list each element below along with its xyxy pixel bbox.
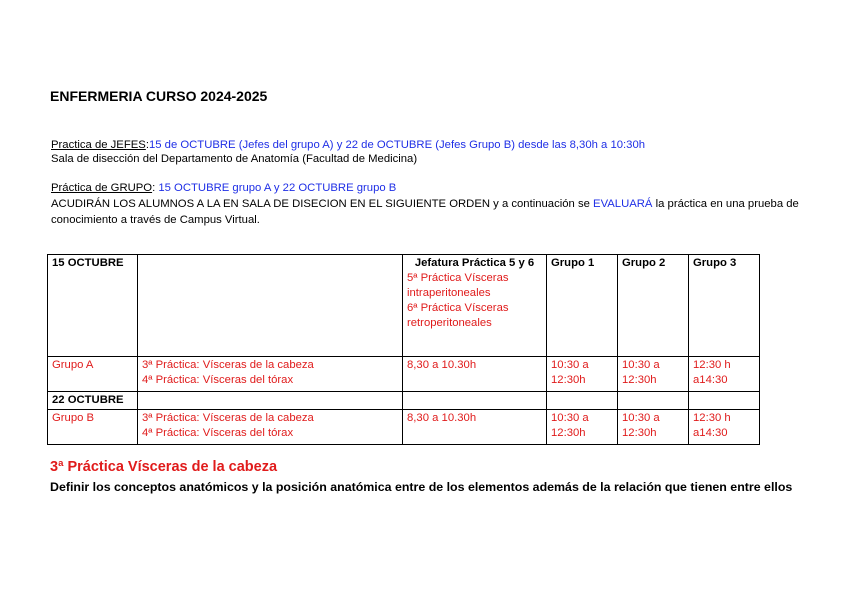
row-grupo2-time: 10:30 a 12:30h [618,357,689,392]
row-practica-3: 3ª Práctica: Vísceras de la cabeza [142,412,314,424]
row-group-label: Grupo B [48,410,138,445]
grupo3-header: Grupo 3 [689,255,760,357]
empty-header-cell [138,255,403,357]
table-header-row [48,255,760,357]
grupo2-header: Grupo 2 [618,255,689,357]
section-heading: 3ª Práctica Vísceras de la cabeza [50,459,278,475]
row-practicas-cell [138,410,403,445]
jefes-line [51,139,645,151]
row-grupo1-time: 10:30 a 12:30h [547,357,618,392]
grupo-sep: : [152,182,156,194]
row-grupo3-time: 12:30 h a14:30 [689,410,760,445]
section-body: Definir los conceptos anatómicos y la posición anatómica entre de los elementos además de la relación que tienen entre ellos [50,480,793,494]
sala-line: Sala de disección del Departamento de Anatomía (Facultad de Medicina) [51,153,418,165]
jefes-label: Practica de JEFES [51,139,146,151]
instructions-part1: ACUDIRÁN LOS ALUMNOS A LA EN SALA DE DISECION EN EL SIGUIENTE ORDEN y a continuación se [51,198,594,210]
date-cell-15-octubre: 15 OCTUBRE [48,255,138,357]
date-cell-22-octubre: 22 OCTUBRE [48,392,138,410]
row-practica-4: 4ª Práctica: Vísceras del tórax [142,427,294,439]
jefatura-detail-6: 6ª Práctica Vísceras retroperitoneales [407,302,509,329]
grupo1-header: Grupo 1 [547,255,618,357]
instructions-highlight: EVALUARÁ [593,198,653,210]
row-grupo3-time: 12:30 h a14:30 [689,357,760,392]
jefes-detail: 15 de OCTUBRE (Jefes del grupo A) y 22 de OCTUBRE (Jefes Grupo B) desde las 8,30h a 10:30h [148,139,646,151]
grupo-label: Práctica de GRUPO [51,182,153,194]
row-grupo1-time: 10:30 a 12:30h [547,410,618,445]
instructions-paragraph [51,196,806,228]
jefes-sep: : [145,139,149,151]
grupo-detail: 15 OCTUBRE grupo A y 22 OCTUBRE grupo B [155,182,397,194]
row-jefatura-time: 8,30 a 10.30h [403,410,547,445]
document-title: ENFERMERIA CURSO 2024-2025 [50,88,268,104]
row-practicas-cell [138,357,403,392]
jefatura-header-cell [403,255,547,357]
row-group-label: Grupo A [48,357,138,392]
row-grupo2-time: 10:30 a 12:30h [618,410,689,445]
row-jefatura-time: 8,30 a 10.30h [403,357,547,392]
row-practica-3: 3ª Práctica: Vísceras de la cabeza [142,359,314,371]
table-row [48,410,760,445]
row-practica-4: 4ª Práctica: Vísceras del tórax [142,374,294,386]
table-row [48,357,760,392]
instructions-part2: la práctica en una prueba de conocimiento a través de Campus Virtual. [51,198,799,226]
table-date-row [48,392,760,410]
jefatura-header: Jefatura Práctica 5 y 6 [414,257,535,269]
jefatura-detail-5: 5ª Práctica Vísceras intraperitoneales [407,272,509,299]
grupo-line [51,182,396,194]
schedule-table [47,254,760,445]
